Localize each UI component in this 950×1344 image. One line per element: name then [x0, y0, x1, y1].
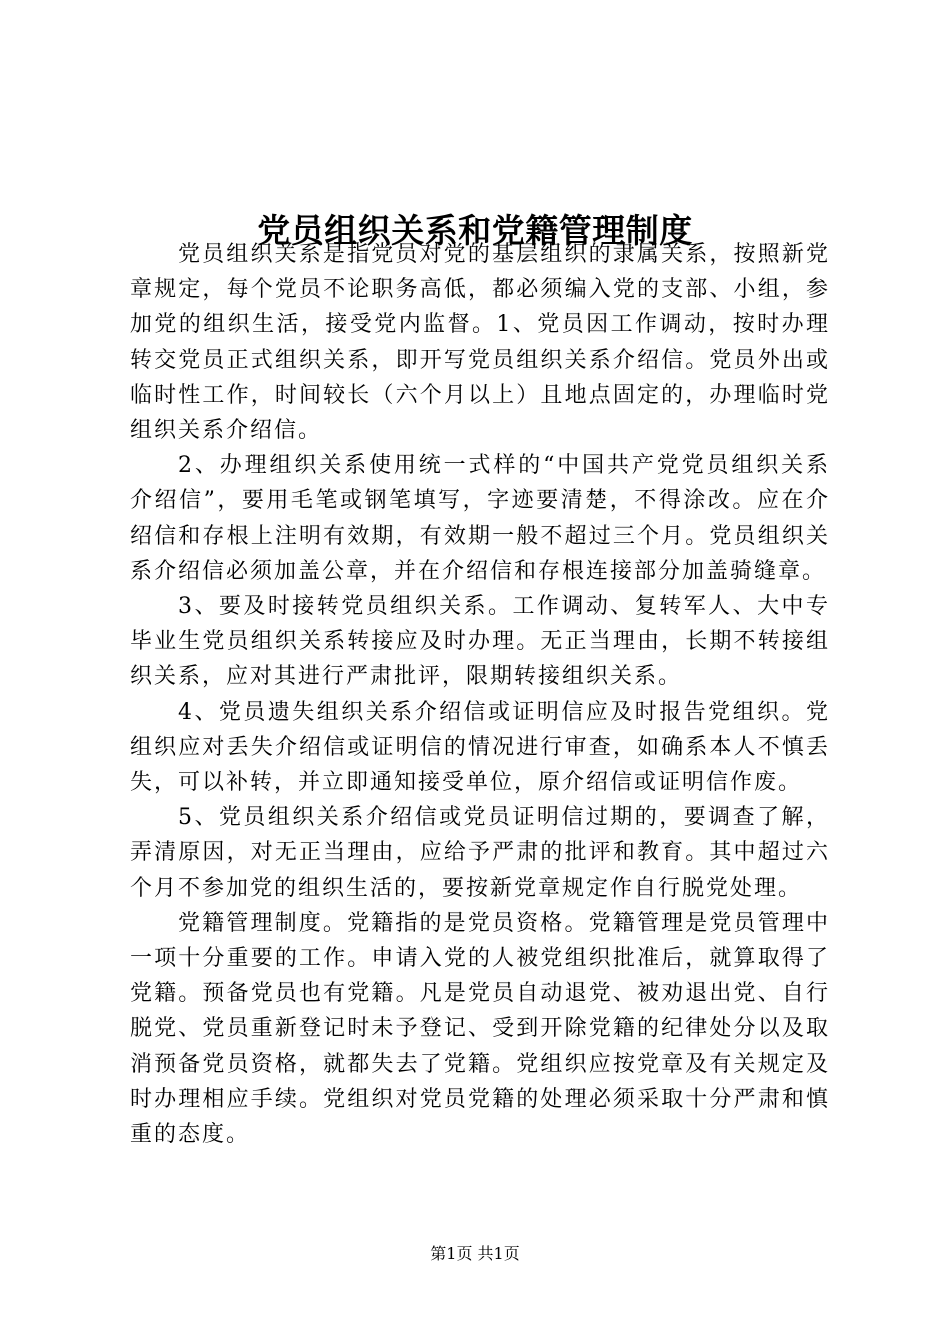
paragraph-item-5: 5、党员组织关系介绍信或党员证明信过期的，要调查了解，弄清原因，对无正当理由，应给予严肃的批评和教育。其中超过六个月不参加党的组织生活的，要按新党章规定作自行脱党处理。: [130, 805, 830, 901]
paragraph-party-membership: 党籍管理制度。党籍指的是党员资格。党籍管理是党员管理中一项十分重要的工作。申请入党的人被党组织批准后，就算取得了党籍。预备党员也有党籍。凡是党员自动退党、被劝退出党、自行脱党、党员重新登记时未予登记、受到开除党籍的纪律处分以及取消预备党员资格，就都失去了党籍。党组织应按党章及有关规定及时办理相应手续。党组织对党员党籍的处理必须采取十分严肃和慎重的态度。: [130, 910, 830, 1148]
document-title: 党员组织关系和党籍管理制度: [257, 211, 693, 251]
page-number-footer: 第1页 共1页: [430, 1244, 520, 1263]
paragraph-intro: 党员组织关系是指党员对党的基层组织的隶属关系，按照新党章规定，每个党员不论职务高低，都必须编入党的支部、小组，参加党的组织生活，接受党内监督。1、党员因工作调动，按时办理转交党员正式组织关系，即开写党员组织关系介绍信。党员外出或临时性工作，时间较长（六个月以上）且地点固定的，办理临时党组织关系介绍信。: [130, 242, 830, 444]
document-body: [130, 237, 830, 1152]
paragraph-item-3: 3、要及时接转党员组织关系。工作调动、复转军人、大中专毕业生党员组织关系转接应及时办理。无正当理由，长期不转接组织关系，应对其进行严肃批评，限期转接组织关系。: [130, 594, 830, 690]
paragraph-item-2: 2、办理组织关系使用统一式样的“中国共产党党员组织关系介绍信”，要用毛笔或钢笔填写，字迹要清楚，不得涂改。应在介绍信和存根上注明有效期，有效期一般不超过三个月。党员组织关系介绍信必须加盖公章，并在介绍信和存根连接部分加盖骑缝章。: [130, 453, 830, 584]
paragraph-item-4: 4、党员遗失组织关系介绍信或证明信应及时报告党组织。党组织应对丢失介绍信或证明信的情况进行审查，如确系本人不慎丢失，可以补转，并立即通知接受单位，原介绍信或证明信作废。: [130, 699, 830, 796]
